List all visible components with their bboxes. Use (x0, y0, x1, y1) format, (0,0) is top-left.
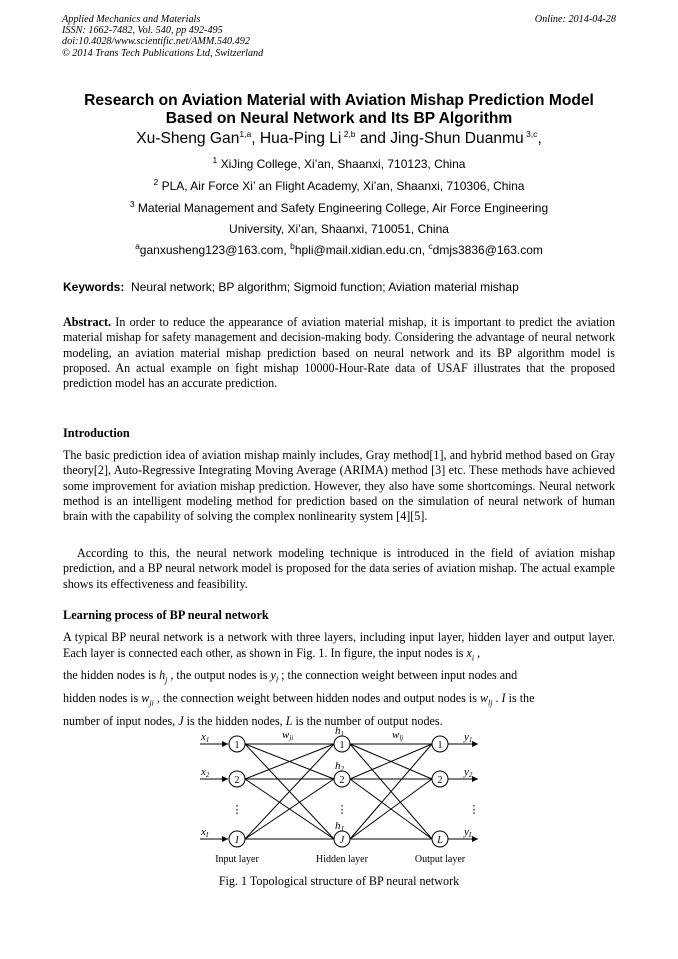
x-label: x1 (201, 731, 210, 744)
arrowhead (222, 776, 228, 782)
author-2-sup: 2,b (341, 128, 356, 139)
abstract-label: Abstract. (63, 315, 112, 329)
keywords-text: Neural network; BP algorithm; Sigmoid function; Aviation material mishap (124, 280, 519, 294)
issn: ISSN: 1662-7482, Vol. 540, pp 492-495 (62, 25, 223, 37)
affiliation-2 (0, 179, 678, 193)
email-sup: a (135, 241, 140, 251)
math-var: w (141, 691, 150, 706)
text-run: , (474, 645, 481, 660)
output-node-label: L (437, 835, 443, 846)
affiliation-3-cont (0, 222, 678, 236)
keywords (63, 280, 519, 294)
figure-bp-network (186, 725, 486, 875)
email-a[interactable]: ganxusheng123@163.com, (139, 243, 291, 257)
h-label: h2 (335, 760, 344, 773)
arrowhead (222, 836, 228, 842)
output-node-label: 2 (437, 775, 443, 786)
affiliation-3 (0, 201, 678, 215)
affiliation-sup: 3 (129, 199, 135, 209)
text-run: is the hidden nodes, (183, 714, 286, 729)
abstract-text: In order to reduce the appearance of aviation material mishap, it is important to predict the aviation material mishap for safety management and decision-making body. Considering the advantage of neural network modeling, an aviation material mishap prediction based on neural network and its BP algorithm model is proposed. An actual example on fight mishap 10000-Hour-Rate data of USAF illustrates that the proposed prediction model has an accurate prediction. (63, 315, 615, 391)
learning-line-4 (63, 691, 615, 711)
affiliation-text: Material Management and Safety Engineering College, Air Force Engineering (134, 201, 549, 215)
keywords-label: Keywords: (63, 280, 125, 294)
text-run: . (492, 691, 502, 706)
author-sep: , (251, 130, 260, 147)
email-sup: b (290, 241, 295, 251)
author-1-sup: 1,a (239, 128, 252, 139)
arrowhead (472, 776, 478, 782)
paper-title (40, 92, 638, 127)
arrowhead (472, 836, 478, 842)
bp-network-diagram (186, 725, 486, 870)
learning-line-3 (63, 668, 615, 688)
arrowheads (222, 741, 478, 842)
hidden-layer-label: Hidden layer (316, 854, 368, 865)
title-line-1: Research on Aviation Material with Aviation Mishap Prediction Model (84, 92, 594, 109)
math-var: J (178, 714, 184, 729)
email-c[interactable]: dmjs3836@163.com (432, 243, 543, 257)
email-b[interactable]: hpli@mail.xidian.edu.cn, (294, 243, 429, 257)
affiliation-sup: 2 (153, 177, 159, 187)
output-node-label: 1 (437, 740, 443, 751)
text-run: , the connection weight between hidden nodes and output nodes is (153, 691, 480, 706)
y-label: y1 (464, 731, 473, 744)
weight-label-ji: wji (282, 729, 294, 742)
math-var: h (159, 668, 166, 683)
figure-caption: Fig. 1 Topological structure of BP neural network (218, 874, 460, 888)
journal-header (62, 14, 616, 59)
author-1: Xu-Sheng Gan (136, 130, 240, 147)
x-label: xI (201, 826, 209, 839)
arrowhead (222, 741, 228, 747)
math-sub: l (275, 675, 279, 685)
title-line-2: Based on Neural Network and Its BP Algorithm (165, 109, 513, 127)
math-var: w (479, 691, 489, 706)
text-run: A typical BP neural network is a network with three layers, including input layer, hidden layer and output layer. Each layer is connected each other, as shown in Fig. 1. In figure, the input nodes is (63, 630, 615, 660)
text-run: hidden nodes is (63, 691, 142, 706)
author-sep: , (537, 130, 542, 147)
dots: ⋮ (468, 804, 480, 816)
section-heading-learning: Learning process of BP neural network (63, 608, 269, 622)
affiliation-text: XiJing College, Xi’an, Shaanxi, 710123, China (217, 157, 466, 171)
y-label: yL (464, 826, 473, 839)
text-run: ; the connection weight between input nodes and (278, 668, 518, 683)
y-label: y2 (464, 766, 473, 779)
text-run: is the number of output nodes. (292, 714, 443, 729)
dots: ⋮ (336, 804, 348, 816)
intro-paragraph-1: The basic prediction idea of aviation mishap mainly includes, Gray method[1], and hybrid method based on Gray theory[2], Auto-Regressive Integrating Moving Average (ARIMA) method [3] etc. These methods have achieved some improvement for aviation mishap prediction. However, they also have some shortcomings. Neural network method is an intelligent modeling method for prediction based on the simulation of neural network of human brain with the capability of solving the complex nonlinearity system [4][5]. (63, 448, 615, 524)
input-layer-label: Input layer (215, 854, 259, 865)
text-run: is the (505, 691, 535, 706)
doi: doi:10.4028/www.scientific.net/AMM.540.492 (62, 36, 250, 48)
abstract (63, 315, 615, 391)
text-run: number of input nodes, (63, 714, 179, 729)
hidden-node-label: 2 (339, 775, 345, 786)
copyright: © 2014 Trans Tech Publications Ltd, Switzerland (62, 47, 264, 59)
math-var: x (466, 645, 472, 660)
author-sep: and (355, 130, 391, 147)
email-line (0, 243, 678, 257)
layer-labels (215, 854, 466, 865)
online-date: Online: 2014-04-28 (534, 14, 616, 25)
affiliation-text: PLA, Air Force Xi’ an Flight Academy, Xi’an, Shaanxi, 710306, China (158, 179, 525, 193)
h-label: hJ (335, 820, 344, 833)
journal-name: Applied Mechanics and Materials (62, 14, 201, 25)
author-2: Hua-Ping Li (259, 130, 342, 147)
input-node-label: 2 (234, 775, 240, 786)
email-sup: c (428, 241, 433, 251)
input-node-label: I (235, 835, 239, 846)
hidden-node-label: J (339, 835, 345, 846)
text-run: , the output nodes is (167, 668, 271, 683)
math-var: I (501, 691, 506, 706)
hidden-node-label: 1 (339, 740, 345, 751)
math-var: y (270, 668, 276, 683)
author-3-sup: 3,c (523, 128, 538, 139)
input-node-label: 1 (234, 740, 240, 751)
math-sub: lj (488, 698, 493, 708)
math-sub: ji (149, 698, 154, 708)
output-layer-label: Output layer (414, 854, 466, 865)
text-run: the hidden nodes is (63, 668, 160, 683)
math-var: L (285, 714, 293, 729)
author-3: Jing-Shun Duanmu (390, 130, 524, 147)
section-heading-introduction: Introduction (63, 426, 130, 440)
math-sub: i (471, 652, 475, 662)
affiliation-text: University, Xi’an, Shaanxi, 710051, China (229, 222, 449, 236)
math-sub: j (165, 675, 168, 685)
author-list (0, 130, 678, 148)
arrowhead (472, 741, 478, 747)
intro-paragraph-2: According to this, the neural network modeling technique is introduced in the field of aviation mishap prediction, and a BP neural network model is proposed for the data series of aviation mishap. The actual example shows its effectiveness and feasibility. (63, 546, 615, 591)
learning-paragraph (63, 630, 615, 730)
affiliation-sup: 1 (212, 155, 218, 165)
x-label: x2 (201, 766, 210, 779)
dots: ⋮ (231, 804, 243, 816)
weight-label-lj: wlj (392, 729, 404, 742)
affiliation-1 (0, 157, 678, 171)
h-label: h1 (335, 725, 344, 738)
